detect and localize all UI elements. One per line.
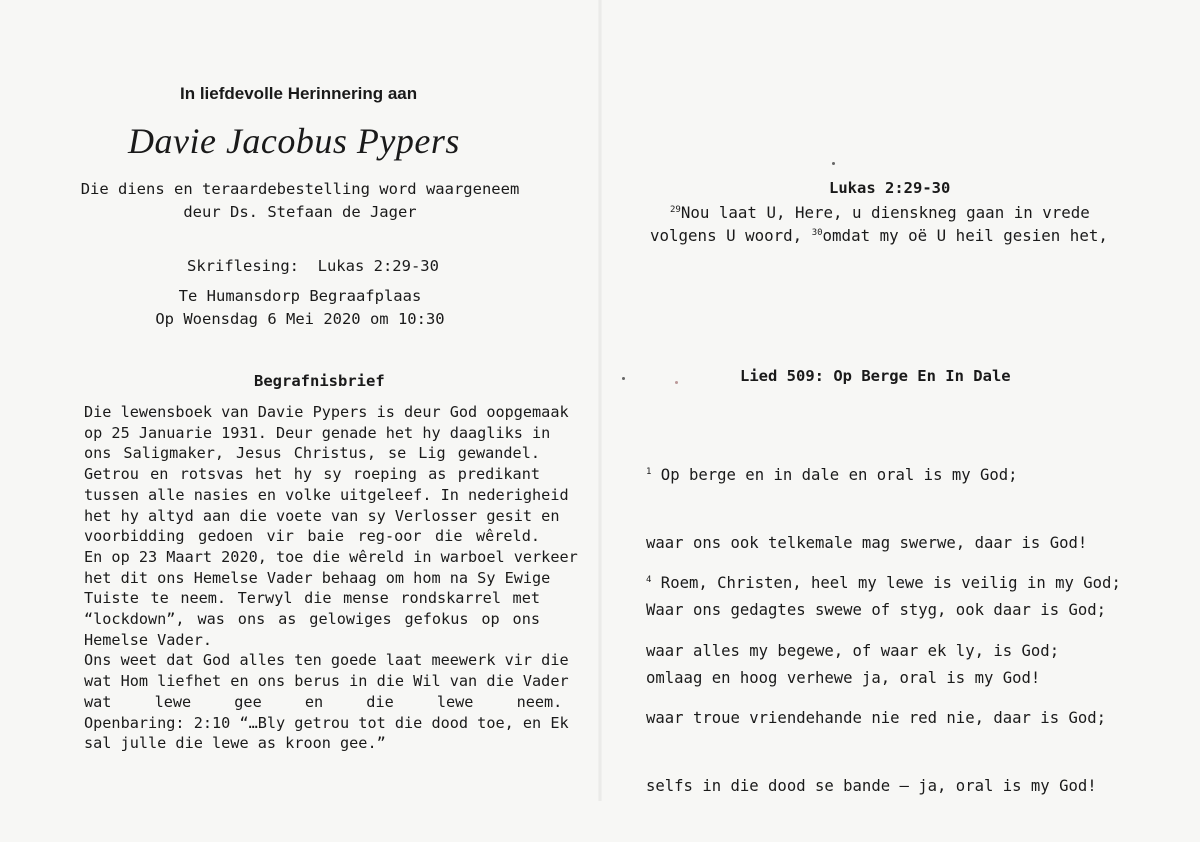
letter-line: sal julle die lewe as kroon gee.” (84, 734, 386, 753)
letter-line: Openbaring: 2:10 “…Bly getrou tot die dood toe, en Ek (84, 713, 569, 732)
letter-line: En op 23 Maart 2020, toe die wêreld in warboel verkeer (84, 547, 578, 566)
verse-line-2 (650, 226, 1108, 245)
verse-text: omdat my oë U heil gesien het, (822, 226, 1108, 245)
letter-line: het hy altyd aan die voete van sy Verlosser gesit en (84, 506, 560, 525)
verse-number: 29 (670, 205, 681, 215)
letter-line: voorbidding gedoen vir baie reg-oor die wêreld. (84, 527, 540, 546)
deceased-name: Davie Jacobus Pypers (128, 121, 460, 161)
scripture-heading: Lukas 2:29-30 (829, 179, 951, 197)
letter-title: Begrafnisbrief (254, 372, 385, 390)
hymn-stanza-2 (646, 524, 1121, 842)
verse-text: Nou laat U, Here, u dienskneg gaan in vrede (680, 203, 1090, 222)
letter-body (84, 402, 578, 754)
letter-line: Getrou en rotsvas het hy sy roeping as predikant (84, 465, 540, 484)
paper-speck (622, 377, 625, 380)
stanza-line: Waar ons gedagtes swewe of styg, ook daar is God; (646, 601, 1107, 619)
left-page (0, 0, 600, 801)
letter-line: wat Hom liefhet en ons berus in die Wil van die Vader (84, 672, 569, 691)
service-date: Op Woensdag 6 Mei 2020 om 10:30 (155, 310, 445, 328)
letter-line: “lockdown”, was ons as gelowiges gefokus op ons (84, 610, 540, 629)
scripture-reading: Skriflesing: Lukas 2:29-30 (187, 257, 439, 275)
verse-line-1 (670, 203, 1090, 222)
stanza-line: waar ons ook telkemale mag swerwe, daar is God! (646, 533, 1088, 552)
stanza-line: waar alles my begewe, of waar ek ly, is God; (646, 641, 1060, 660)
letter-line: Ons weet dat God alles ten goede laat meewerk vir die (84, 651, 569, 670)
stanza-line: Roem, Christen, heel my lewe is veilig in my God; (651, 574, 1121, 592)
letter-line: het dit ons Hemelse Vader behaag om hom na Sy Ewige (84, 568, 551, 587)
paper-speck (675, 381, 678, 384)
letter-line: Die lewensboek van Davie Pypers is deur God oopgemaak (84, 403, 569, 421)
service-line-2: deur Ds. Stefaan de Jager (183, 203, 417, 221)
stanza-line: waar troue vriendehande nie red nie, daar is God; (646, 709, 1107, 727)
stanza-line: Op berge en in dale en oral is my God; (651, 466, 1018, 484)
hymn-title: Lied 509: Op Berge En In Dale (740, 367, 1011, 385)
verse-number: 30 (811, 228, 823, 238)
stanza-line: selfs in die dood se bande – ja, oral is my God! (646, 776, 1097, 795)
service-line-1: Die diens en teraardebestelling word waargeneem (80, 180, 520, 198)
paper-speck (832, 162, 835, 165)
letter-line: Tuiste te neem. Terwyl die mense rondskarrel met (84, 589, 540, 608)
right-page (600, 0, 1200, 801)
stanza-number: 1 (646, 467, 652, 477)
verse-text: volgens U woord, (650, 226, 812, 245)
letter-line: ons Saligmaker, Jesus Christus, se Lig gewandel. (84, 444, 540, 463)
stanza-number: 4 (646, 575, 652, 585)
stanza-line: omlaag en hoog verhewe ja, oral is my God! (646, 668, 1041, 687)
letter-line: tussen alle nasies en volke uitgeleef. In nederigheid (84, 485, 569, 504)
burial-place: Te Humansdorp Begraafplaas (178, 287, 422, 305)
letter-line: op 25 Januarie 1931. Deur genade het hy daagliks in (84, 423, 551, 442)
memorial-heading: In liefdevolle Herinnering aan (180, 84, 418, 103)
letter-line: wat lewe gee en die lewe neem. (84, 692, 563, 711)
letter-line: Hemelse Vader. (84, 630, 213, 649)
